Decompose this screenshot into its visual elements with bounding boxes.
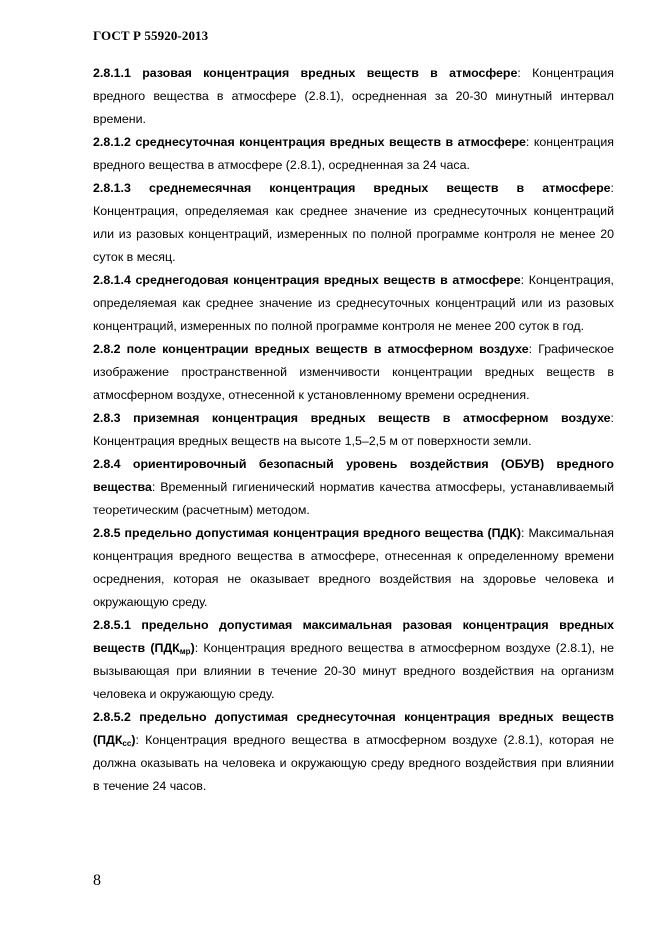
definition-2-8-5-1: [93, 614, 614, 706]
term: 2.8.1.1 разовая концентрация вредных веществ в атмосфере: [93, 66, 518, 80]
definition-text: : концентрация вредного вещества в атмосфере (2.8.1), осредненная за 24 часа.: [93, 135, 614, 172]
document-header: ГОСТ Р 55920-2013: [93, 28, 209, 43]
definition-text: : Максимальная концентрация вредного вещества в атмосфере, отнесенная к определенному времени осреднения, которая не оказывает вредного воздействия на здоровье человека и окружающую среду.: [93, 526, 615, 609]
definition-text: : Концентрация вредного вещества в атмосфере (2.8.1), осредненная за 20-30 минутный интервал времени.: [93, 66, 614, 126]
page-number: 8: [93, 872, 101, 889]
definition-2-8-1-3: [93, 177, 614, 269]
definition-2-8-5-2: [93, 706, 614, 798]
term-close: ): [131, 733, 136, 747]
definition-2-8-1-2: [93, 131, 614, 177]
definition-text: : Временный гигиенический норматив качества атмосферы, устанавливаемый теоретическим (расчетным) методом.: [93, 480, 614, 517]
definition-text: : Графическое изображение пространственной изменчивости концентрации вредных веществ в атмосферном воздухе, отнесенной к установленному времени осреднения.: [93, 342, 614, 402]
term-text: 2.8.5.2 предельно допустимая среднесуточная концентрация вредных веществ (ПДК: [93, 710, 614, 747]
definition-2-8-5: [93, 522, 614, 614]
term-subscript: мр: [179, 647, 191, 656]
term: 2.8.1.2 среднесуточная концентрация вредных веществ в атмосфере: [93, 135, 526, 149]
definition-2-8-2: [93, 338, 614, 407]
definition-text: : Концентрация вредного вещества в атмосферном воздухе (2.8.1), которая не должна оказывать на человека и окружающую среду вредного воздействия при влиянии в течение 24 часов.: [93, 733, 614, 793]
term: 2.8.1.3 среднемесячная концентрация вредных веществ в атмосфере: [93, 181, 611, 195]
definition-text: : Концентрация, определяемая как среднее значение из среднесуточных концентраций или из разовых концентраций, измеренных по полной программе контроля не менее 200 суток в год.: [93, 273, 614, 333]
term: 2.8.2 поле концентрации вредных веществ в атмосферном воздухе: [93, 342, 529, 356]
term: 2.8.5 предельно допустимая концентрация вредного вещества (ПДК): [93, 526, 521, 540]
definition-text: : Концентрация вредных веществ на высоте 1,5–2,5 м от поверхности земли.: [93, 411, 614, 448]
definition-2-8-1-4: [93, 269, 614, 338]
term-text: 2.8.5.1 предельно допустимая максимальная разовая концентрация вредных веществ (ПДК: [93, 618, 614, 655]
term-close: ): [190, 641, 195, 655]
definition-2-8-4: [93, 453, 614, 522]
definition-text: : Концентрация, определяемая как среднее значение из среднесуточных концентраций или из разовых концентраций, измеренных по полной программе контроля не менее 20 суток в месяц.: [93, 181, 614, 264]
definition-2-8-1-1: [93, 62, 614, 131]
definition-text: : Концентрация вредного вещества в атмосферном воздухе (2.8.1), не вызывающая при влиянии в течение 20-30 минут вредного воздействия на организм человека и окружающую среду.: [93, 641, 615, 701]
term: 2.8.4 ориентировочный безопасный уровень воздействия (ОБУВ) вредного вещества: [93, 457, 614, 494]
term: 2.8.1.4 среднегодовая концентрация вредных веществ в атмосфере: [93, 273, 521, 287]
term: 2.8.3 приземная концентрация вредных веществ в атмосферном воздухе: [93, 411, 611, 425]
term-subscript: сс: [122, 739, 132, 748]
document-body: [93, 62, 614, 798]
definition-2-8-3: [93, 407, 614, 453]
